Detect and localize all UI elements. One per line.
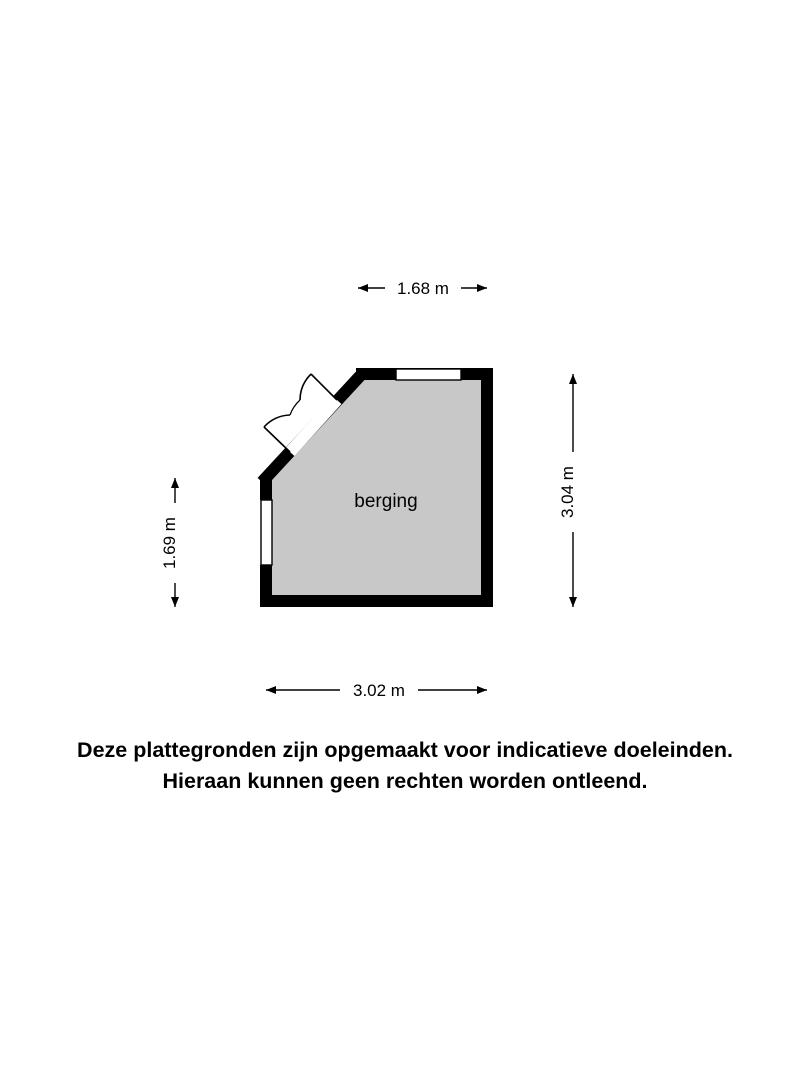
disclaimer-line-1: Deze plattegronden zijn opgemaakt voor indicatieve doeleinden. [77,738,733,762]
disclaimer-line-2: Hieraan kunnen geen rechten worden ontleend. [162,769,648,793]
dimension-bottom-label: 3.02 m [353,681,405,700]
window-top-wall [396,369,461,380]
dimension-bottom [266,678,487,700]
dimension-right-label: 3.04 m [558,466,577,518]
window-left-wall [261,500,272,565]
dimension-top-label: 1.68 m [397,279,449,298]
dimension-top [358,276,487,298]
dimension-right [558,374,584,607]
dimension-left [160,478,186,607]
room-label-berging: berging [354,491,418,512]
dimension-left-label: 1.69 m [160,517,179,569]
